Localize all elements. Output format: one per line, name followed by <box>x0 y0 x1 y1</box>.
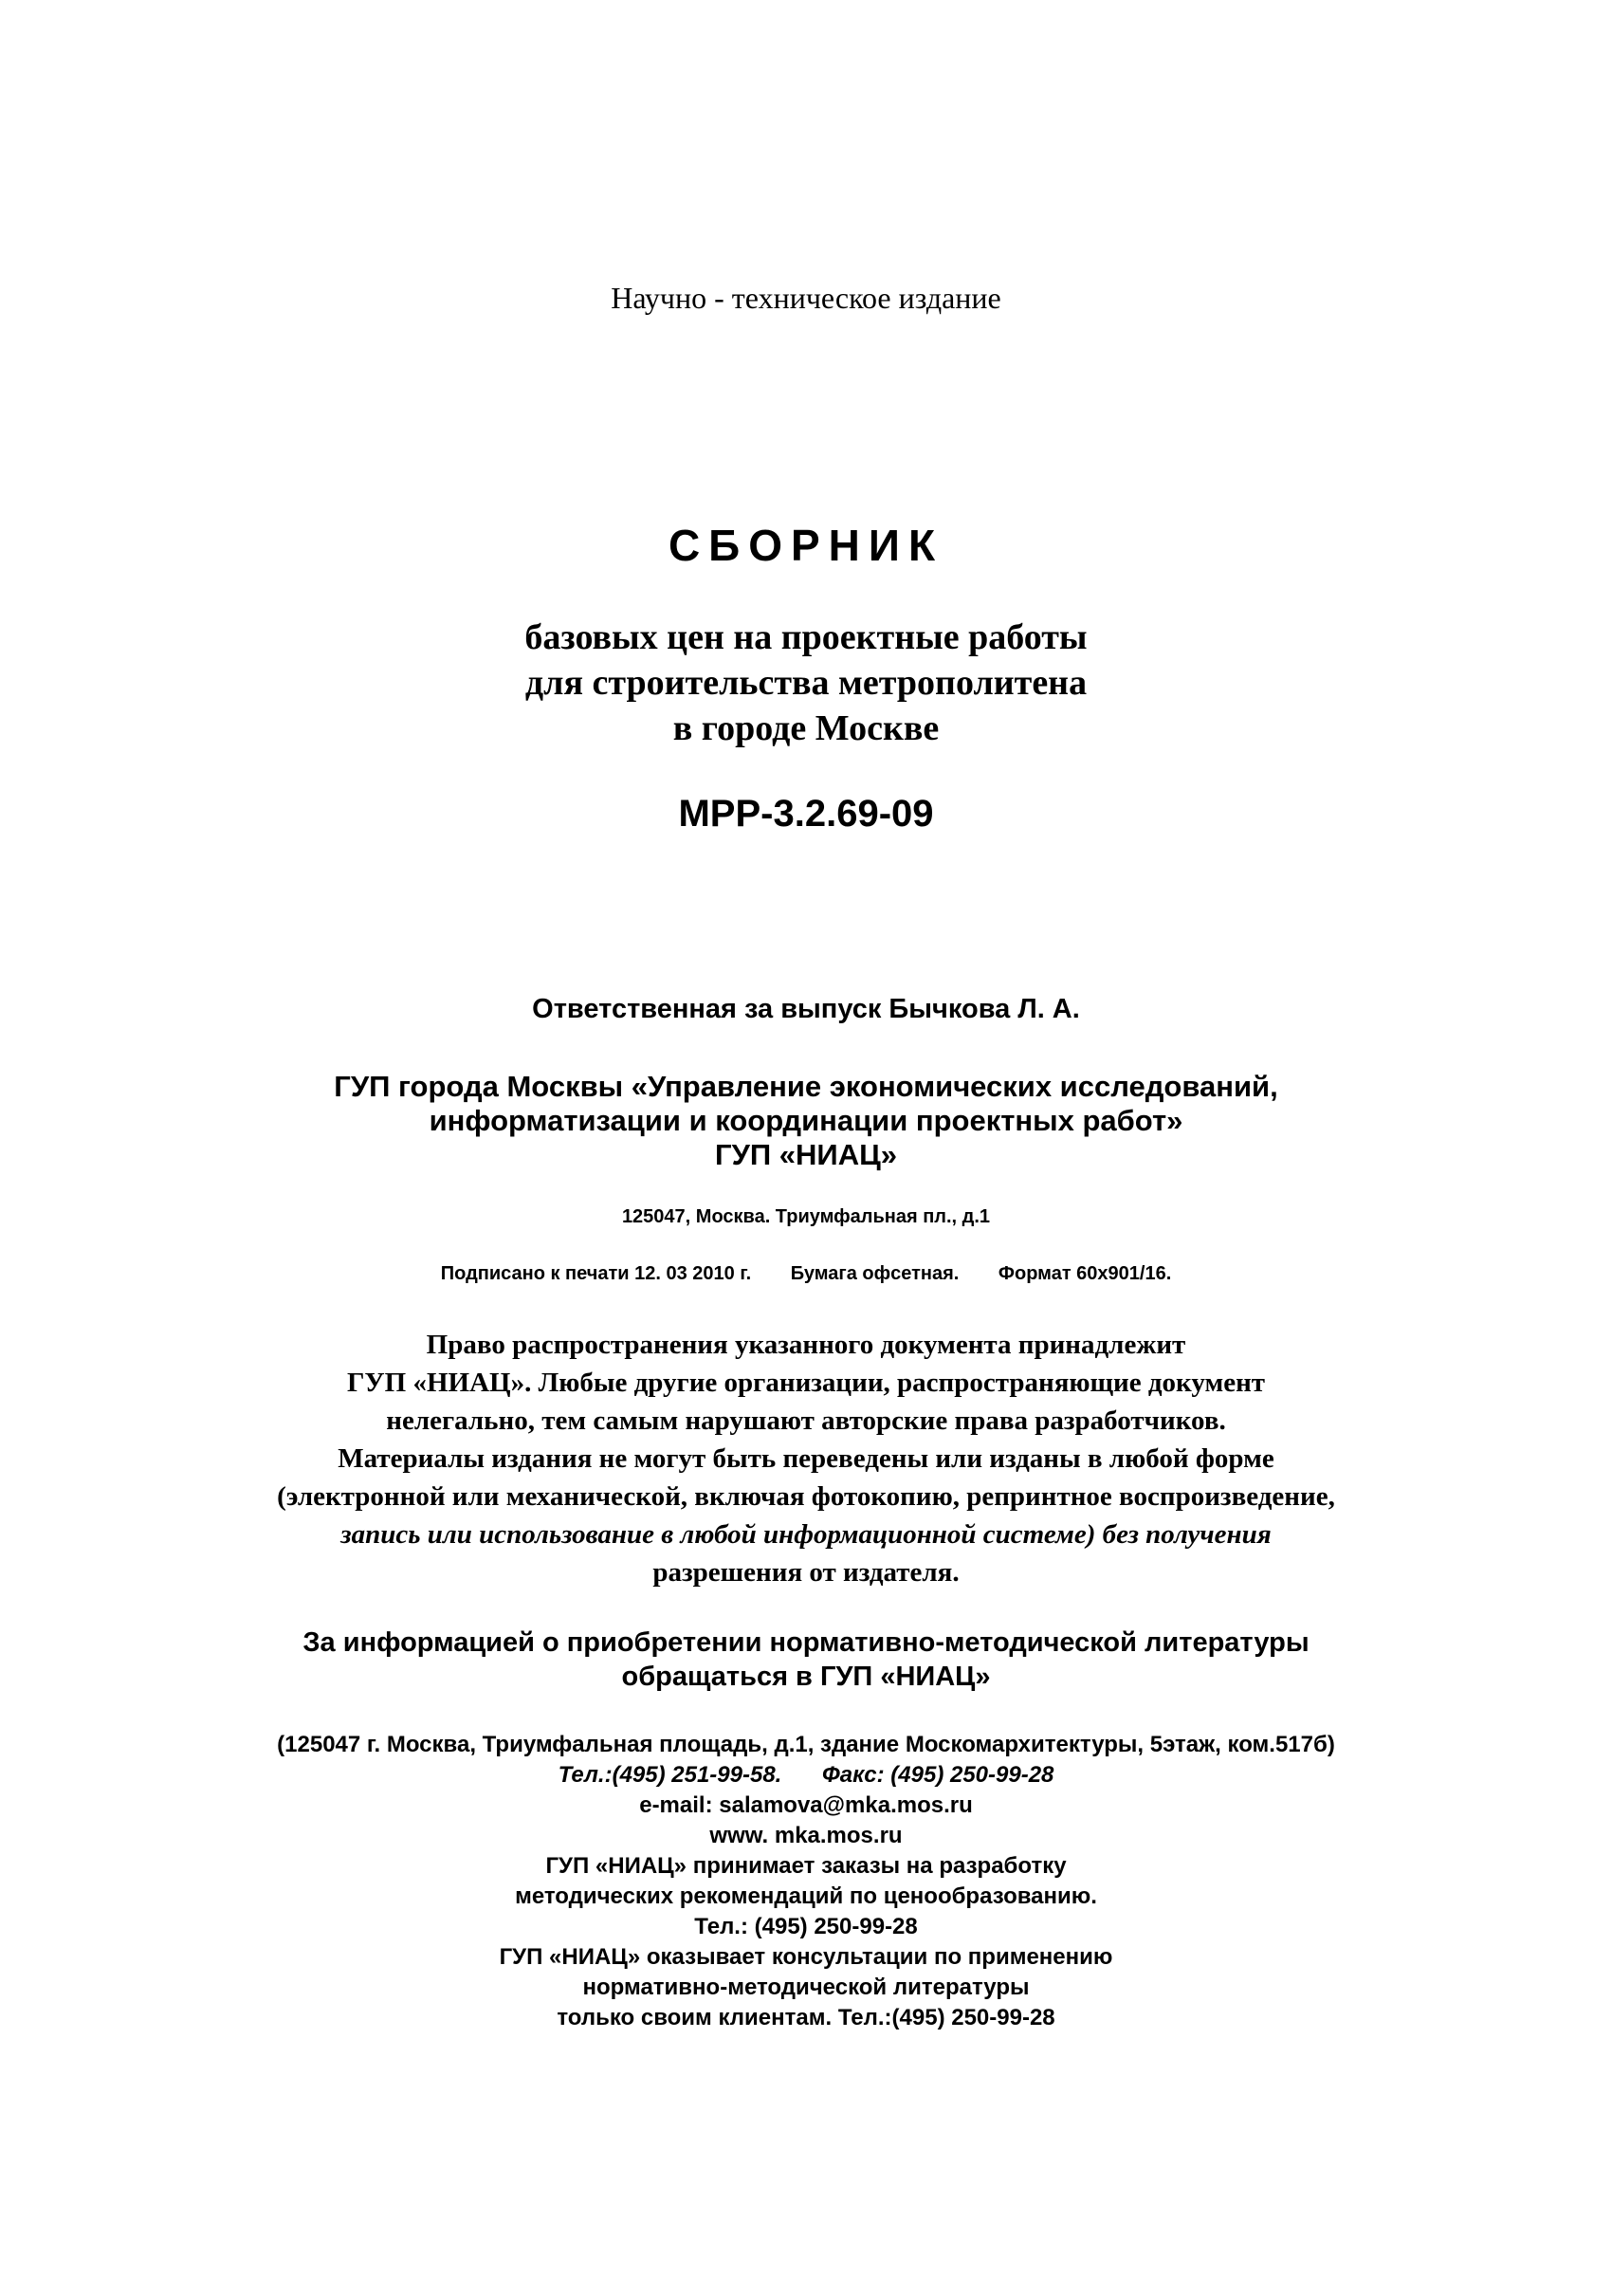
contact-fax: Факс: (495) 250-99-28 <box>822 1762 1054 1788</box>
publisher-org-line: информатизации и координации проектных работ» <box>429 1104 1183 1137</box>
orders-line: методических рекомендаций по ценообразованию. <box>515 1883 1097 1909</box>
rights-notice-line: нелегально, тем самым нарушают авторские права разработчиков. <box>386 1405 1226 1436</box>
purchase-info-line: обращаться в ГУП «НИАЦ» <box>621 1662 991 1692</box>
purchase-info-line: За информацией о приобретении нормативно-методической литературы <box>302 1627 1310 1658</box>
consult-line: нормативно-методической литературы <box>582 1975 1030 2000</box>
responsible-editor: Ответственная за выпуск Бычкова Л. А. <box>532 994 1080 1024</box>
contact-phone: Тел.:(495) 251-99-58. <box>558 1762 782 1788</box>
subtitle-line: в городе Москве <box>672 708 940 748</box>
document-code: МРР-3.2.69-09 <box>678 793 934 835</box>
edition-type: Научно - техническое издание <box>611 281 1001 315</box>
contact-email: e-mail: salamova@mka.mos.ru <box>639 1792 973 1818</box>
print-info <box>0 1263 1612 1285</box>
collection-title: СБОРНИК <box>668 521 944 570</box>
signed-date: Подписано к печати 12. 03 2010 г. <box>440 1263 752 1284</box>
contact-website: www. mka.mos.ru <box>709 1823 903 1848</box>
paper-type: Бумага офсетная. <box>790 1263 960 1284</box>
subtitle-line: для строительства метрополитена <box>524 663 1088 703</box>
rights-notice-line: Право распространения указанного документа принадлежит <box>426 1330 1186 1360</box>
contact-phone-fax <box>0 1762 1612 1789</box>
rights-notice-line: ГУП «НИАЦ». Любые другие организации, распространяющие документ <box>346 1368 1266 1398</box>
paper-format: Формат 60х901/16. <box>998 1263 1172 1284</box>
publisher-address: 125047, Москва. Триумфальная пл., д.1 <box>621 1206 991 1227</box>
contact-address: (125047 г. Москва, Триумфальная площадь, д.1, здание Москомархитектуры, 5этаж, ком.517б) <box>277 1732 1335 1757</box>
consult-line: только своим клиентам. Тел.:(495) 250-99-28 <box>557 2005 1055 2030</box>
rights-notice-line: запись или использование в любой информационной системе) без получения <box>340 1519 1272 1550</box>
rights-notice-line: Материалы издания не могут быть переведены или изданы в любой форме <box>338 1443 1274 1474</box>
publisher-org-line: ГУП города Москвы «Управление экономических исследований, <box>334 1070 1278 1103</box>
rights-notice-line: (электронной или механической, включая фотокопию, репринтное воспроизведение, <box>277 1481 1335 1512</box>
subtitle-line: базовых цен на проектные работы <box>524 617 1088 657</box>
rights-notice-line: разрешения от издателя. <box>652 1557 960 1588</box>
orders-line: ГУП «НИАЦ» принимает заказы на разработку <box>545 1853 1067 1879</box>
consult-line: ГУП «НИАЦ» оказывает консультации по применению <box>499 1944 1113 1970</box>
orders-phone: Тел.: (495) 250-99-28 <box>694 1914 918 1939</box>
publisher-org-line: ГУП «НИАЦ» <box>715 1138 897 1171</box>
